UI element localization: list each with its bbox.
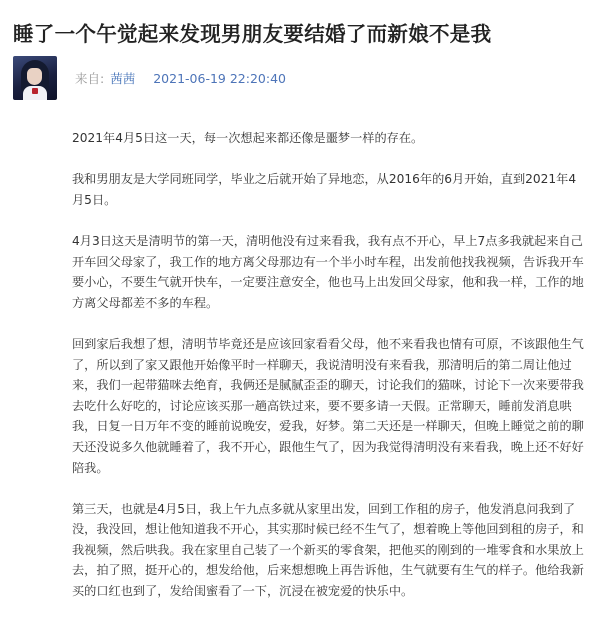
avatar[interactable] — [13, 56, 57, 100]
paragraph: 第三天，也就是4月5日，我上午九点多就从家里出发，回到工作租的房子，他发消息问我到了没，我没回，想让他知道我不开心，其实那时候已经不生气了，想着晚上等他回到租的房子，和我视频，然后哄我。我在家里自己装了一个新买的零食架，把他买的刚到的一堆零食和水果放上去，拍了照，挺开心的，想发给他，后来想想晚上再告诉他，生气就要有生气的样子。他给我新买的口红也到了，发给闺蜜看了一下，沉浸在被宠爱的快乐中。 — [72, 501, 584, 599]
from-label: 来自: — [75, 71, 105, 86]
post-date: 2021-06-19 22:20:40 — [153, 70, 286, 86]
paragraph: 4月3日这天是清明节的第一天，清明他没有过来看我，我有点不开心，早上7点多我就起来自己开车回父母家了，我工作的地方离父母那边有一个半小时车程，出发前他找我视频，告诉我开车要小心，不要生气就开快车，一定要注意安全，他也马上出发回父母家，他和我一样，工作的地方离父母都差不多的车程。 — [72, 233, 584, 310]
paragraph: 2021年4月5日这一天，每一次想起来都还像是噩梦一样的存在。 — [72, 131, 424, 145]
paragraph: 我和男朋友是大学同班同学，毕业之后就开始了异地恋，从2016年的6月开始，直到2021年4月5日。 — [72, 172, 577, 207]
article-title: 睡了一个午觉起来发现男朋友要结婚了而新娘不是我 — [13, 22, 492, 46]
article-meta — [13, 56, 286, 100]
author-link[interactable]: 茜茜 — [110, 71, 136, 86]
paragraph: 回到家后我想了想，清明节毕竟还是应该回家看看父母，他不来看我也情有可原，不该跟他生气了，所以到了家又跟他开始像平时一样聊天，我说清明没有来看我，那清明后的第二周让他过来，我们一起带猫咪去绝育，我俩还是腻腻歪歪的聊天，讨论我们的猫咪，讨论下一次来要带我去吃什么好吃的，讨论应该买那一趟高铁过来，要不要多请一天假。正常聊天，睡前发消息哄我，日复一日万年不变的睡前说晚安，爱我，好梦。第二天还是一样聊天，但晚上睡觉之前的聊天还没说多久他就睡着了，我不开心，跟他生气了，因为我觉得清明没有来看我，晚上还不好好陪我。 — [72, 336, 584, 475]
meta-line — [75, 69, 286, 87]
article-body — [72, 128, 587, 622]
